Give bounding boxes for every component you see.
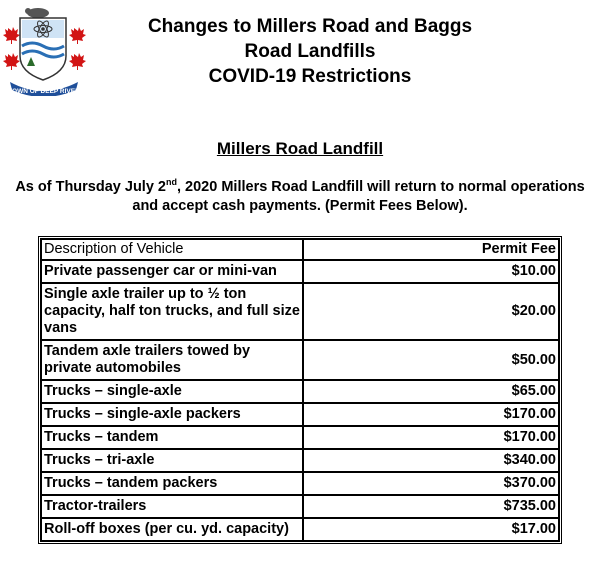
- town-crest-logo: [2, 4, 86, 96]
- table-row: [41, 380, 559, 403]
- vehicle-description-cell: Trucks – single-axle packers: [41, 403, 303, 426]
- table-row: [41, 283, 559, 340]
- permit-fee-cell: $340.00: [303, 449, 559, 472]
- vehicle-description-cell: Single axle trailer up to ½ ton capacity, half ton trucks, and full size vans: [41, 283, 303, 340]
- notice-prefix: As of Thursday July 2: [15, 179, 166, 195]
- permit-fee-table: [40, 238, 560, 542]
- table-row: [41, 403, 559, 426]
- permit-fee-cell: $50.00: [303, 340, 559, 380]
- notice-ordinal-suffix: nd: [166, 177, 177, 187]
- notice-body: , 2020 Millers Road Landfill will return to normal operations and accept cash payments. (Permit Fees Below).: [132, 179, 585, 214]
- vehicle-description-cell: Trucks – tri-axle: [41, 449, 303, 472]
- table-row: [41, 340, 559, 380]
- permit-fee-cell: $20.00: [303, 283, 559, 340]
- reopening-notice: [14, 178, 586, 216]
- page-title: Changes to Millers Road and Baggs Road Landfills COVID-19 Restrictions: [147, 16, 473, 87]
- column-header-description: Description of Vehicle: [41, 239, 303, 260]
- permit-fee-cell: $170.00: [303, 426, 559, 449]
- table-row: [41, 518, 559, 541]
- vehicle-description-cell: Tandem axle trailers towed by private automobiles: [41, 340, 303, 380]
- crest-motto: TOWN OF DEEP RIVER: [8, 88, 80, 95]
- permit-fee-cell: $65.00: [303, 380, 559, 403]
- permit-fee-cell: $370.00: [303, 472, 559, 495]
- table-row: [41, 472, 559, 495]
- vehicle-description-cell: Trucks – single-axle: [41, 380, 303, 403]
- vehicle-description-cell: Private passenger car or mini-van: [41, 260, 303, 283]
- table-row: [41, 260, 559, 283]
- table-row: [41, 449, 559, 472]
- permit-fee-cell: $17.00: [303, 518, 559, 541]
- table-row: [41, 426, 559, 449]
- vehicle-description-cell: Tractor-trailers: [41, 495, 303, 518]
- permit-fee-cell: $735.00: [303, 495, 559, 518]
- column-header-permit-fee: Permit Fee: [303, 239, 559, 260]
- permit-fee-cell: $10.00: [303, 260, 559, 283]
- vehicle-description-cell: Trucks – tandem: [41, 426, 303, 449]
- section-title: Millers Road Landfill: [216, 139, 384, 158]
- vehicle-description-cell: Roll-off boxes (per cu. yd. capacity): [41, 518, 303, 541]
- permit-fee-cell: $170.00: [303, 403, 559, 426]
- table-header-row: [41, 239, 559, 260]
- vehicle-description-cell: Trucks – tandem packers: [41, 472, 303, 495]
- table-row: [41, 495, 559, 518]
